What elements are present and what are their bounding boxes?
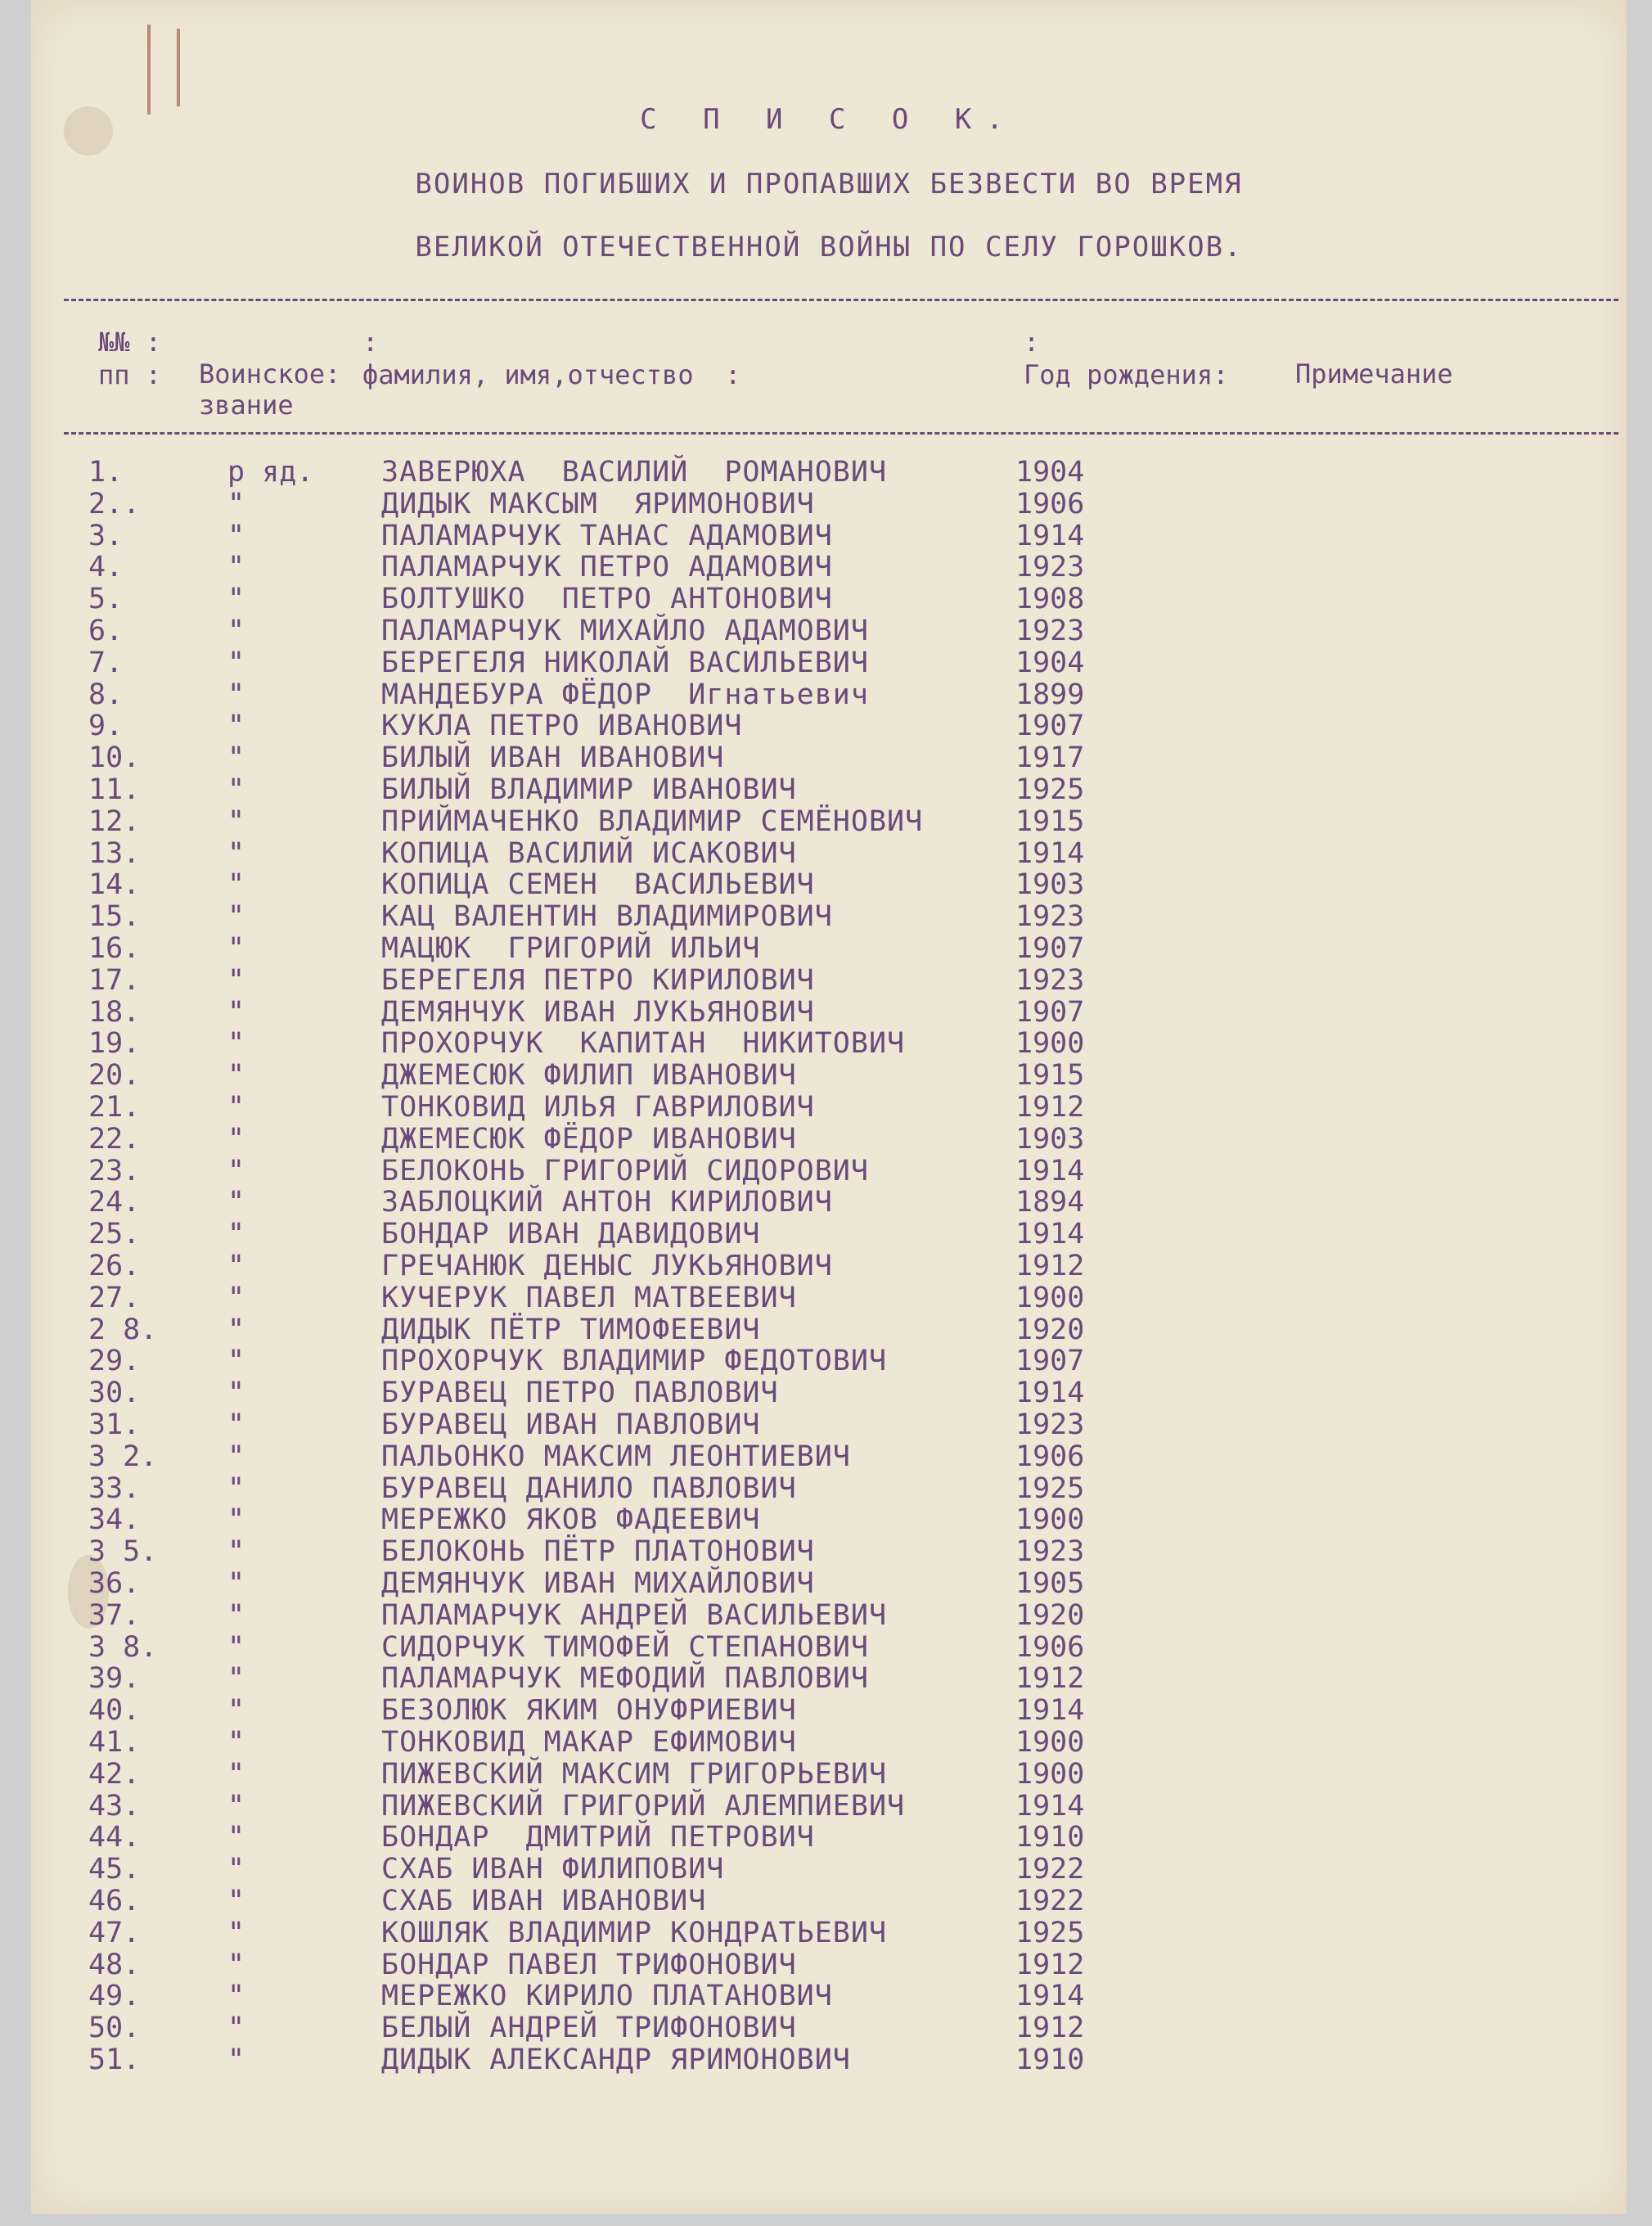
list-row	[31, 900, 1627, 934]
row-number: 46.	[88, 1885, 141, 1917]
row-full-name: БЕРЕГЕЛЯ ПЕТРО КИРИЛОВИЧ	[381, 963, 815, 997]
row-birth-year: 1914	[1015, 1980, 1085, 2013]
row-number: 5.	[88, 583, 124, 616]
row-birth-year: 1923	[1015, 1408, 1085, 1441]
list-row	[31, 805, 1627, 836]
row-number: 7.	[88, 646, 124, 679]
row-birth-year: 1912	[1015, 1662, 1085, 1696]
row-birth-year: 1912	[1015, 1948, 1085, 1981]
row-full-name: БЕРЕГЕЛЯ НИКОЛАЙ ВАСИЛЬЕВИЧ	[381, 646, 869, 679]
list-row	[31, 1250, 1627, 1281]
row-rank: "	[227, 1440, 245, 1473]
row-full-name: КОШЛЯК ВЛАДИМИР КОНДРАТЬЕВИЧ	[381, 1916, 888, 1949]
document-page	[31, 0, 1627, 2214]
row-full-name: КОПИЦА СЕМЕН ВАСИЛЬЕВИЧ	[381, 868, 815, 902]
row-birth-year: 1914	[1015, 836, 1085, 870]
row-number: 40.	[88, 1694, 141, 1728]
row-birth-year: 1923	[1015, 551, 1085, 584]
row-birth-year: 1923	[1015, 900, 1085, 934]
row-rank: "	[227, 1122, 245, 1156]
row-rank: "	[227, 1218, 245, 1251]
row-birth-year: 1920	[1015, 1598, 1085, 1632]
row-birth-year: 1904	[1015, 646, 1085, 679]
row-rank: "	[227, 1694, 245, 1728]
row-number: 47.	[88, 1916, 141, 1949]
row-birth-year: 1914	[1015, 1377, 1085, 1410]
header-number: №№ : пп :	[98, 327, 162, 390]
row-rank: "	[227, 1789, 245, 1823]
list-row	[31, 1218, 1627, 1249]
row-number: 34.	[88, 1503, 141, 1537]
row-rank: "	[227, 1726, 245, 1759]
list-row	[31, 964, 1627, 995]
row-number: 10.	[88, 741, 141, 775]
row-rank: "	[227, 1598, 245, 1632]
row-birth-year: 1912	[1015, 1250, 1085, 1282]
row-number: 18.	[88, 995, 141, 1029]
row-full-name: ДИДЫК АЛЕКСАНДР ЯРИМОНОВИЧ	[381, 2044, 851, 2076]
row-number: 20.	[88, 1059, 141, 1093]
row-number: 1.	[88, 456, 124, 489]
row-rank: "	[227, 1630, 245, 1664]
row-number: 27.	[88, 1281, 141, 1314]
list-row	[31, 551, 1627, 582]
row-full-name: ЗАБЛОЦКИЙ АНТОН КИРИЛОВИЧ	[381, 1186, 833, 1219]
row-birth-year: 1922	[1015, 1853, 1085, 1886]
header-rank: Воинское: звание	[199, 358, 341, 421]
row-number: 50.	[88, 2012, 141, 2045]
row-birth-year: 1907	[1015, 995, 1085, 1029]
document-title: С П И С О К.	[640, 103, 1018, 136]
list-row	[31, 2044, 1627, 2075]
row-full-name: ДЕМЯНЧУК ИВАН ЛУКЬЯНОВИЧ	[381, 995, 815, 1029]
row-birth-year: 1899	[1015, 678, 1085, 711]
row-rank: "	[227, 1250, 245, 1282]
row-full-name: БОНДАР ДМИТРИЙ ПЕТРОВИЧ	[381, 1821, 815, 1854]
list-row	[31, 615, 1627, 646]
row-number: 12.	[88, 804, 141, 838]
list-row	[31, 1599, 1627, 1630]
row-rank: "	[227, 1535, 245, 1569]
row-rank: "	[227, 1345, 245, 1378]
row-full-name: ПИЖЕВСКИЙ МАКСИМ ГРИГОРЬЕВИЧ	[381, 1757, 888, 1791]
row-full-name: ПРОХОРЧУК ВЛАДИМИР ФЕДОТОВИЧ	[381, 1345, 888, 1378]
row-full-name: КУКЛА ПЕТРО ИВАНОВИЧ	[381, 710, 743, 743]
header-bottom-divider	[64, 432, 1618, 435]
list-row	[31, 1186, 1627, 1217]
row-birth-year: 1920	[1015, 1313, 1085, 1346]
row-full-name: БЕЛОКОНЬ ГРИГОРИЙ СИДОРОВИЧ	[381, 1154, 869, 1187]
row-birth-year: 1914	[1015, 1218, 1085, 1251]
row-birth-year: 1923	[1015, 1535, 1085, 1569]
list-row	[31, 1503, 1627, 1537]
header-note: Примечание	[1295, 358, 1453, 390]
row-number: 41.	[88, 1726, 141, 1759]
row-number: 49.	[88, 1980, 141, 2013]
row-rank: "	[227, 1091, 245, 1124]
list-row	[31, 1123, 1627, 1154]
row-full-name: МЕРЕЖКО КИРИЛО ПЛАТАНОВИЧ	[381, 1980, 833, 2013]
row-rank: "	[227, 1853, 245, 1886]
row-number: 29.	[88, 1345, 141, 1378]
row-number: 51.	[88, 2044, 141, 2076]
row-number: 4.	[88, 551, 124, 584]
list-row	[31, 1377, 1627, 1408]
row-rank: "	[227, 1916, 245, 1949]
row-birth-year: 1912	[1015, 2012, 1085, 2045]
list-row	[31, 1790, 1627, 1821]
row-birth-year: 1900	[1015, 1757, 1085, 1791]
row-number: 25.	[88, 1218, 141, 1251]
list-row	[31, 1345, 1627, 1376]
row-full-name: БУРАВЕЦ ДАНИЛО ПАВЛОВИЧ	[381, 1471, 797, 1505]
row-rank: "	[227, 1662, 245, 1696]
row-full-name: ПРИЙМАЧЕНКО ВЛАДИМИР СЕМЁНОВИЧ	[381, 804, 924, 838]
row-birth-year: 1904	[1015, 456, 1085, 489]
list-row	[31, 1980, 1627, 2011]
row-number: 22.	[88, 1122, 141, 1156]
list-row	[31, 1408, 1627, 1440]
row-full-name: ПРОХОРЧУК КАПИТАН НИКИТОВИЧ	[381, 1027, 906, 1061]
list-row	[31, 1059, 1627, 1093]
row-birth-year: 1910	[1015, 1821, 1085, 1854]
list-row	[31, 1091, 1627, 1122]
row-full-name: МАЦЮК ГРИГОРИЙ ИЛЬИЧ	[381, 932, 761, 965]
list-row	[31, 868, 1627, 902]
row-birth-year: 1914	[1015, 1694, 1085, 1728]
row-rank: "	[227, 1281, 245, 1314]
list-row	[31, 837, 1627, 868]
row-birth-year: 1894	[1015, 1186, 1085, 1219]
row-full-name: ДЖЕМЕСЮК ФИЛИП ИВАНОВИЧ	[381, 1059, 797, 1093]
row-full-name: ПАЛАМАРЧУК МЕФОДИЙ ПАВЛОВИЧ	[381, 1662, 869, 1696]
list-row	[31, 1631, 1627, 1662]
row-rank: "	[227, 551, 245, 584]
list-row	[31, 1282, 1627, 1313]
row-rank: "	[227, 836, 245, 870]
row-full-name: БОЛТУШКО ПЕТРО АНТОНОВИЧ	[381, 583, 833, 616]
row-full-name: КУЧЕРУК ПАВЕЛ МАТВЕЕВИЧ	[381, 1281, 797, 1314]
row-number: 33.	[88, 1471, 141, 1505]
row-birth-year: 1922	[1015, 1885, 1085, 1917]
header-full-name: : фамилия, имя,отчество :	[362, 327, 741, 390]
row-full-name: КОПИЦА ВАСИЛИЙ ИСАКОВИЧ	[381, 836, 797, 870]
row-full-name: МАНДЕБУРА ФЁДОР Игнатьевич	[381, 678, 869, 711]
row-rank: "	[227, 1567, 245, 1600]
row-rank: "	[227, 963, 245, 997]
row-rank: "	[227, 1948, 245, 1981]
list-row	[31, 1726, 1627, 1757]
row-number: 3 8.	[88, 1630, 158, 1664]
list-row	[31, 2012, 1627, 2043]
list-row	[31, 932, 1627, 963]
red-ink-mark	[147, 25, 151, 115]
list-row	[31, 1917, 1627, 1948]
list-row	[31, 1535, 1627, 1569]
row-birth-year: 1914	[1015, 1789, 1085, 1823]
row-rank: "	[227, 1408, 245, 1441]
row-rank: "	[227, 1471, 245, 1505]
red-ink-mark	[177, 29, 180, 106]
row-birth-year: 1903	[1015, 868, 1085, 902]
row-rank: "	[227, 1027, 245, 1061]
row-rank: "	[227, 804, 245, 838]
row-number: 43.	[88, 1789, 141, 1823]
row-rank: "	[227, 900, 245, 934]
row-full-name: ПАЛАМАРЧУК ПЕТРО АДАМОВИЧ	[381, 551, 833, 584]
row-rank: "	[227, 995, 245, 1029]
list-row	[31, 1949, 1627, 1980]
row-number: 6.	[88, 615, 124, 647]
row-number: 26.	[88, 1250, 141, 1282]
row-rank: "	[227, 773, 245, 806]
row-birth-year: 1906	[1015, 1630, 1085, 1664]
document-subtitle-line-2: ВЕЛИКОЙ ОТЕЧЕСТВЕННОЙ ВОЙНЫ ПО СЕЛУ ГОРОШКОВ.	[415, 231, 1243, 264]
row-full-name: КАЦ ВАЛЕНТИН ВЛАДИМИРОВИЧ	[381, 900, 833, 934]
row-number: 45.	[88, 1853, 141, 1886]
row-rank: "	[227, 2044, 245, 2076]
list-row	[31, 1694, 1627, 1728]
row-full-name: СИДОРЧУК ТИМОФЕЙ СТЕПАНОВИЧ	[381, 1630, 869, 1664]
row-rank: р яд.	[227, 456, 314, 489]
row-number: 31.	[88, 1408, 141, 1441]
row-rank: "	[227, 1503, 245, 1537]
row-number: 14.	[88, 868, 141, 902]
row-birth-year: 1914	[1015, 519, 1085, 552]
row-birth-year: 1903	[1015, 1122, 1085, 1156]
row-full-name: ЗАВЕРЮХА ВАСИЛИЙ РОМАНОВИЧ	[381, 456, 888, 489]
list-row	[31, 1567, 1627, 1598]
row-number: 2 8.	[88, 1313, 158, 1346]
header-top-divider	[64, 299, 1618, 301]
row-number: 24.	[88, 1186, 141, 1219]
list-row	[31, 456, 1627, 487]
row-full-name: БИЛЫЙ ИВАН ИВАНОВИЧ	[381, 741, 725, 775]
row-full-name: БОНДАР ПАВЕЛ ТРИФОНОВИЧ	[381, 1948, 797, 1981]
row-number: 21.	[88, 1091, 141, 1124]
row-rank: "	[227, 710, 245, 743]
row-birth-year: 1907	[1015, 710, 1085, 743]
row-birth-year: 1910	[1015, 2044, 1085, 2076]
row-full-name: БЕЗОЛЮК ЯКИМ ОНУФРИЕВИЧ	[381, 1694, 797, 1728]
row-birth-year: 1906	[1015, 487, 1085, 520]
row-full-name: БЕЛЫЙ АНДРЕЙ ТРИФОНОВИЧ	[381, 2012, 797, 2045]
row-birth-year: 1925	[1015, 773, 1085, 806]
list-row	[31, 1821, 1627, 1852]
row-birth-year: 1906	[1015, 1440, 1085, 1473]
row-number: 37.	[88, 1598, 141, 1632]
row-number: 48.	[88, 1948, 141, 1981]
row-number: 8.	[88, 678, 124, 711]
row-full-name: СХАБ ИВАН ФИЛИПОВИЧ	[381, 1853, 725, 1886]
row-rank: "	[227, 519, 245, 552]
row-number: 15.	[88, 900, 141, 934]
row-full-name: ПАЛАМАРЧУК МИХАЙЛО АДАМОВИЧ	[381, 615, 869, 647]
row-birth-year: 1912	[1015, 1091, 1085, 1124]
row-full-name: ДЖЕМЕСЮК ФЁДОР ИВАНОВИЧ	[381, 1122, 797, 1156]
row-rank: "	[227, 741, 245, 775]
row-number: 16.	[88, 932, 141, 965]
row-birth-year: 1908	[1015, 583, 1085, 616]
row-birth-year: 1915	[1015, 804, 1085, 838]
row-number: 11.	[88, 773, 141, 806]
row-full-name: ПАЛАМАРЧУК АНДРЕЙ ВАСИЛЬЕВИЧ	[381, 1598, 888, 1632]
list-row	[31, 1758, 1627, 1789]
row-rank: "	[227, 1186, 245, 1219]
list-row	[31, 1155, 1627, 1186]
list-row	[31, 1027, 1627, 1061]
row-rank: "	[227, 2012, 245, 2045]
row-number: 42.	[88, 1757, 141, 1791]
row-number: 3.	[88, 519, 124, 552]
row-number: 3 5.	[88, 1535, 158, 1569]
row-full-name: БУРАВЕЦ ПЕТРО ПАВЛОВИЧ	[381, 1377, 779, 1410]
row-full-name: ПАЛЬОНКО МАКСИМ ЛЕОНТИЕВИЧ	[381, 1440, 851, 1473]
row-full-name: ДИДЫК МАКСЫМ ЯРИМОНОВИЧ	[381, 487, 815, 520]
row-birth-year: 1900	[1015, 1726, 1085, 1759]
row-rank: "	[227, 1377, 245, 1410]
row-rank: "	[227, 1059, 245, 1093]
row-birth-year: 1917	[1015, 741, 1085, 775]
row-number: 13.	[88, 836, 141, 870]
row-rank: "	[227, 646, 245, 679]
row-birth-year: 1907	[1015, 1345, 1085, 1378]
row-number: 30.	[88, 1377, 141, 1410]
list-row	[31, 1885, 1627, 1916]
row-birth-year: 1925	[1015, 1916, 1085, 1949]
row-birth-year: 1923	[1015, 963, 1085, 997]
row-full-name: БОНДАР ИВАН ДАВИДОВИЧ	[381, 1218, 761, 1251]
row-full-name: ДИДЫК ПЁТР ТИМОФЕЕВИЧ	[381, 1313, 761, 1346]
list-row	[31, 1662, 1627, 1696]
row-rank: "	[227, 868, 245, 902]
row-rank: "	[227, 487, 245, 520]
row-number: 44.	[88, 1821, 141, 1854]
row-birth-year: 1907	[1015, 932, 1085, 965]
row-birth-year: 1923	[1015, 615, 1085, 647]
row-number: 3 2.	[88, 1440, 158, 1473]
row-full-name: ТОНКОВИД ИЛЬЯ ГАВРИЛОВИЧ	[381, 1091, 815, 1124]
row-full-name: БУРАВЕЦ ИВАН ПАВЛОВИЧ	[381, 1408, 761, 1441]
list-row	[31, 741, 1627, 773]
row-full-name: БЕЛОКОНЬ ПЁТР ПЛАТОНОВИЧ	[381, 1535, 815, 1569]
list-row	[31, 488, 1627, 519]
row-full-name: ПАЛАМАРЧУК ТАНАС АДАМОВИЧ	[381, 519, 833, 552]
row-rank: "	[227, 1980, 245, 2013]
row-birth-year: 1900	[1015, 1027, 1085, 1061]
row-birth-year: 1900	[1015, 1503, 1085, 1537]
row-rank: "	[227, 1885, 245, 1917]
list-row	[31, 678, 1627, 710]
list-row	[31, 583, 1627, 614]
row-rank: "	[227, 615, 245, 647]
row-rank: "	[227, 932, 245, 965]
list-row	[31, 773, 1627, 804]
row-rank: "	[227, 1757, 245, 1791]
list-row	[31, 1853, 1627, 1884]
row-full-name: МЕРЕЖКО ЯКОВ ФАДЕЕВИЧ	[381, 1503, 761, 1537]
list-row	[31, 1472, 1627, 1503]
row-number: 17.	[88, 963, 141, 997]
row-full-name: ДЕМЯНЧУК ИВАН МИХАЙЛОВИЧ	[381, 1567, 815, 1600]
row-rank: "	[227, 583, 245, 616]
list-row	[31, 520, 1627, 551]
list-row	[31, 1314, 1627, 1345]
row-rank: "	[227, 678, 245, 711]
row-full-name: ГРЕЧАНЮК ДЕНЫС ЛУКЬЯНОВИЧ	[381, 1250, 833, 1282]
row-full-name: СХАБ ИВАН ИВАНОВИЧ	[381, 1885, 707, 1917]
row-birth-year: 1905	[1015, 1567, 1085, 1600]
row-rank: "	[227, 1821, 245, 1854]
list-row	[31, 647, 1627, 678]
row-birth-year: 1915	[1015, 1059, 1085, 1093]
document-subtitle-line-1: ВОИНОВ ПОГИБШИХ И ПРОПАВШИХ БЕЗВЕСТИ ВО ВРЕМЯ	[415, 168, 1243, 201]
row-rank: "	[227, 1313, 245, 1346]
row-number: 2..	[88, 487, 141, 520]
row-number: 19.	[88, 1027, 141, 1061]
row-rank: "	[227, 1154, 245, 1187]
row-number: 23.	[88, 1154, 141, 1187]
list-row	[31, 996, 1627, 1027]
list-row	[31, 1440, 1627, 1471]
row-full-name: ТОНКОВИД МАКАР ЕФИМОВИЧ	[381, 1726, 797, 1759]
row-full-name: БИЛЫЙ ВЛАДИМИР ИВАНОВИЧ	[381, 773, 797, 806]
row-birth-year: 1914	[1015, 1154, 1085, 1187]
row-number: 36.	[88, 1567, 141, 1600]
row-birth-year: 1900	[1015, 1281, 1085, 1314]
row-full-name: ПИЖЕВСКИЙ ГРИГОРИЙ АЛЕМПИЕВИЧ	[381, 1789, 906, 1823]
row-birth-year: 1925	[1015, 1471, 1085, 1505]
list-row	[31, 710, 1627, 741]
row-number: 39.	[88, 1662, 141, 1696]
row-number: 9.	[88, 710, 124, 743]
header-birth-year: : Год рождения:	[1024, 327, 1229, 390]
